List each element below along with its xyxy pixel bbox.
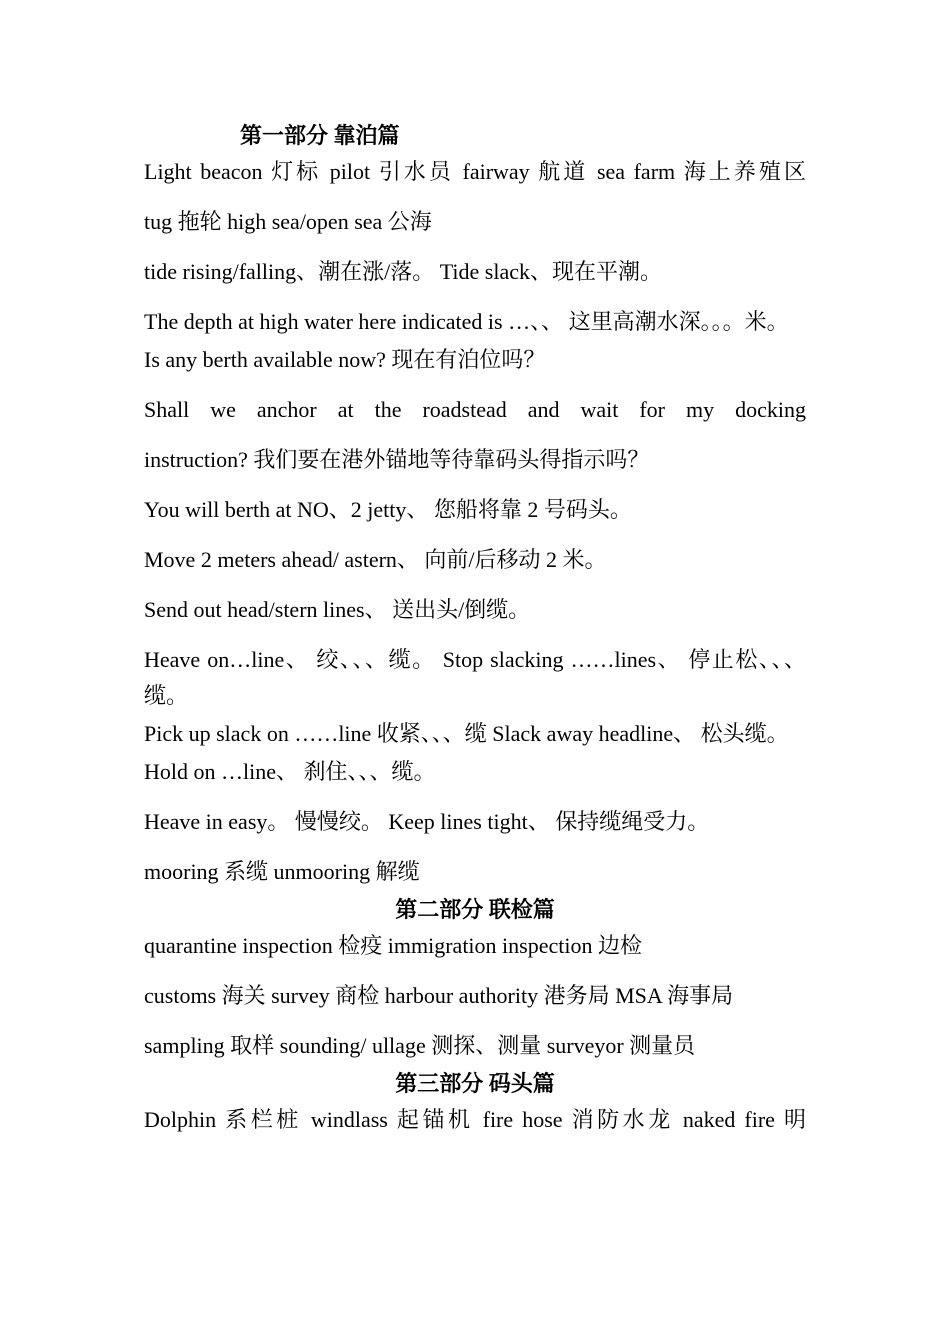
paragraph: Dolphin 系栏桩 windlass 起锚机 fire hose 消防水龙 naked fire 明 <box>144 1107 806 1132</box>
section-heading-part1: 第一部分 靠泊篇 <box>240 123 400 148</box>
paragraph: The depth at high water here indicated is …、、 这里高潮水深。。。米。 <box>144 309 789 334</box>
paragraph: Move 2 meters ahead/ astern、 向前/后移动 2 米。 <box>144 547 607 572</box>
paragraph: quarantine inspection 检疫 immigration inspection 边检 <box>144 933 642 958</box>
paragraph: customs 海关 survey 商检 harbour authority 港务局 MSA 海事局 <box>144 983 734 1008</box>
paragraph: tide rising/falling、潮在涨/落。 Tide slack、现在平潮。 <box>144 259 662 284</box>
paragraph: instruction? 我们要在港外锚地等待靠码头得指示吗？ <box>144 447 650 472</box>
paragraph: tug 拖轮 high sea/open sea 公海 <box>144 209 432 234</box>
paragraph: Is any berth available now? 现在有泊位吗？ <box>144 347 546 372</box>
paragraph: sampling 取样 sounding/ ullage 测探、测量 surveyor 测量员 <box>144 1033 696 1058</box>
paragraph: You will berth at NO、2 jetty、 您船将靠 2 号码头。 <box>144 497 632 522</box>
document-body <box>144 118 806 1152</box>
paragraph: Pick up slack on ……line 收紧、、、缆 Slack away headline、 松头缆。 <box>144 721 789 746</box>
section-heading-part2: 第二部分 联检篇 <box>395 897 555 922</box>
paragraph: Light beacon 灯标 pilot 引水员 fairway 航道 sea farm 海上养殖区 <box>144 159 806 184</box>
paragraph: Heave on…line、 绞、、、缆。 Stop slacking ……lines、 停止松、、、缆。 <box>144 647 806 708</box>
paragraph: Heave in easy。 慢慢绞。 Keep lines tight、 保持缆绳受力。 <box>144 809 710 834</box>
paragraph: Hold on …line、 刹住、、、缆。 <box>144 759 436 784</box>
paragraph: Shall we anchor at the roadstead and wait for my docking <box>144 397 806 422</box>
paragraph: mooring 系缆 unmooring 解缆 <box>144 859 420 884</box>
paragraph: Send out head/stern lines、 送出头/倒缆。 <box>144 597 531 622</box>
section-heading-part3: 第三部分 码头篇 <box>395 1071 555 1096</box>
